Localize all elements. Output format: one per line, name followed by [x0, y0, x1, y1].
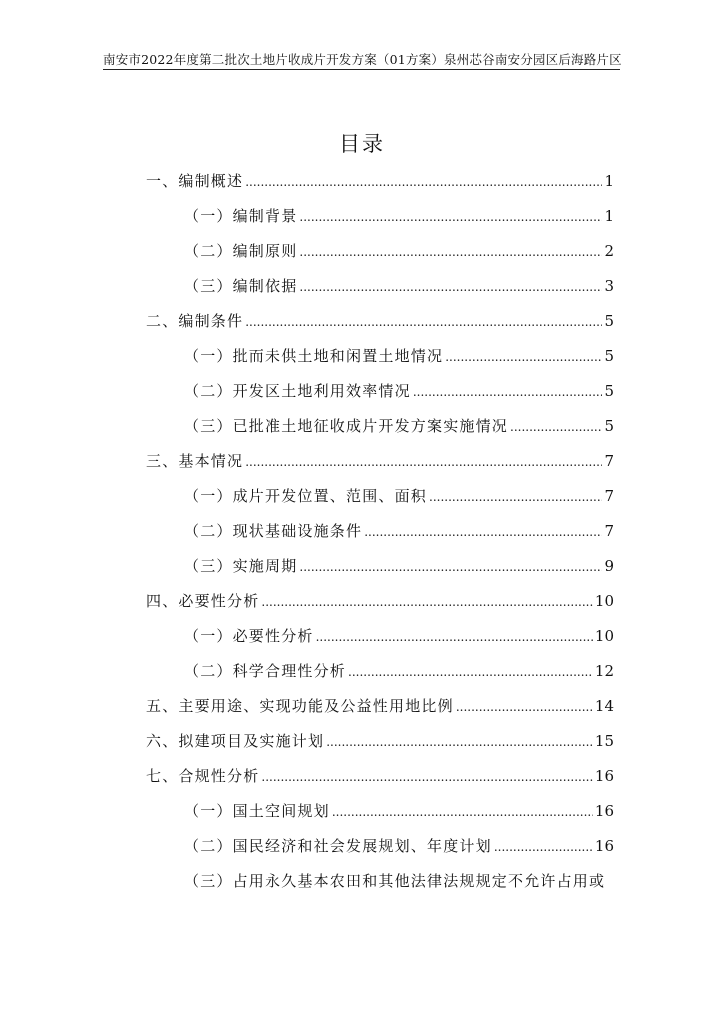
toc-entry[interactable] [146, 590, 614, 625]
toc-entry[interactable] [146, 835, 614, 870]
dot-leader [332, 805, 593, 819]
toc-entry-page: 7 [604, 522, 614, 540]
toc-entry[interactable] [146, 415, 614, 450]
toc-entry-page: 5 [604, 417, 614, 435]
toc-entry[interactable] [146, 730, 614, 765]
toc-entry[interactable] [146, 660, 614, 695]
toc-entry-label: 六、拟建项目及实施计划 [146, 732, 325, 750]
toc-entry-page: 5 [604, 347, 614, 365]
toc-entry-label: 二、编制条件 [146, 312, 244, 330]
dot-leader [510, 420, 602, 434]
toc-entry-label: 七、合规性分析 [146, 767, 260, 785]
toc-entry-label: 五、主要用途、实现功能及公益性用地比例 [146, 697, 454, 715]
toc-entry-label: （三）实施周期 [184, 557, 298, 575]
toc-entry-label: （三）已批准土地征收成片开发方案实施情况 [184, 417, 509, 435]
toc-entry-page: 14 [594, 697, 614, 715]
header-rule [103, 69, 620, 70]
dot-leader [445, 350, 602, 364]
table-of-contents [146, 170, 614, 905]
dot-leader [299, 245, 602, 259]
dot-leader [245, 315, 602, 329]
toc-entry-page: 16 [594, 802, 614, 820]
toc-entry-page: 15 [594, 732, 614, 750]
dot-leader [299, 560, 602, 574]
dot-leader [494, 840, 593, 854]
toc-entry-label: （三）占用永久基本农田和其他法律法规规定不允许占用或 [184, 872, 606, 890]
toc-entry-label: （二）编制原则 [184, 242, 298, 260]
toc-entry[interactable] [146, 765, 614, 800]
toc-entry[interactable] [146, 380, 614, 415]
toc-entry-page: 7 [604, 452, 614, 470]
dot-leader [348, 665, 593, 679]
dot-leader [316, 630, 593, 644]
toc-entry-label: 一、编制概述 [146, 172, 244, 190]
dot-leader [456, 700, 593, 714]
dot-leader [364, 525, 602, 539]
toc-entry[interactable] [146, 205, 614, 240]
page-title: 目录 [339, 132, 385, 156]
toc-entry[interactable] [146, 800, 614, 835]
dot-leader [299, 210, 602, 224]
toc-entry-page: 3 [604, 277, 614, 295]
dot-leader [429, 490, 602, 504]
toc-entry-page: 9 [604, 557, 614, 575]
toc-entry-label: （二）现状基础设施条件 [184, 522, 363, 540]
toc-entry-page: 12 [594, 662, 614, 680]
toc-entry-label: （一）成片开发位置、范围、面积 [184, 487, 428, 505]
toc-entry[interactable] [146, 555, 614, 590]
toc-entry-label: （一）批而未供土地和闲置土地情况 [184, 347, 444, 365]
toc-entry-label: 三、基本情况 [146, 452, 244, 470]
toc-entry[interactable] [146, 275, 614, 310]
toc-entry[interactable] [146, 450, 614, 485]
running-header: 南安市2022年度第二批次土地片收成片开发方案（01方案）泉州芯谷南安分园区后海路片区 [103, 52, 622, 67]
toc-entry[interactable] [146, 520, 614, 555]
toc-entry-label: （一）必要性分析 [184, 627, 314, 645]
toc-entry[interactable] [146, 695, 614, 730]
toc-entry-page: 16 [594, 767, 614, 785]
toc-entry-label: （三）编制依据 [184, 277, 298, 295]
dot-leader [245, 455, 602, 469]
toc-entry[interactable] [146, 345, 614, 380]
toc-entry-label: （一）编制背景 [184, 207, 298, 225]
toc-entry-label: （二）开发区土地利用效率情况 [184, 382, 411, 400]
toc-entry[interactable] [146, 170, 614, 205]
toc-entry-page: 16 [594, 837, 614, 855]
toc-entry[interactable] [146, 310, 614, 345]
toc-entry-label: （一）国土空间规划 [184, 802, 330, 820]
dot-leader [261, 770, 593, 784]
toc-entry[interactable] [146, 870, 614, 905]
toc-entry-page: 2 [604, 242, 614, 260]
toc-entry-page: 7 [604, 487, 614, 505]
toc-entry-label: 四、必要性分析 [146, 592, 260, 610]
toc-entry-page: 10 [594, 592, 614, 610]
dot-leader [261, 595, 593, 609]
dot-leader [326, 735, 593, 749]
toc-entry-page: 1 [604, 207, 614, 225]
toc-entry[interactable] [146, 240, 614, 275]
toc-entry-label: （二）科学合理性分析 [184, 662, 347, 680]
dot-leader [299, 280, 602, 294]
dot-leader [245, 175, 602, 189]
toc-entry-page: 1 [604, 172, 614, 190]
toc-entry[interactable] [146, 485, 614, 520]
dot-leader [413, 385, 603, 399]
toc-entry-page: 10 [594, 627, 614, 645]
toc-entry-page: 5 [604, 312, 614, 330]
toc-entry-label: （二）国民经济和社会发展规划、年度计划 [184, 837, 492, 855]
toc-entry[interactable] [146, 625, 614, 660]
toc-entry-page: 5 [604, 382, 614, 400]
